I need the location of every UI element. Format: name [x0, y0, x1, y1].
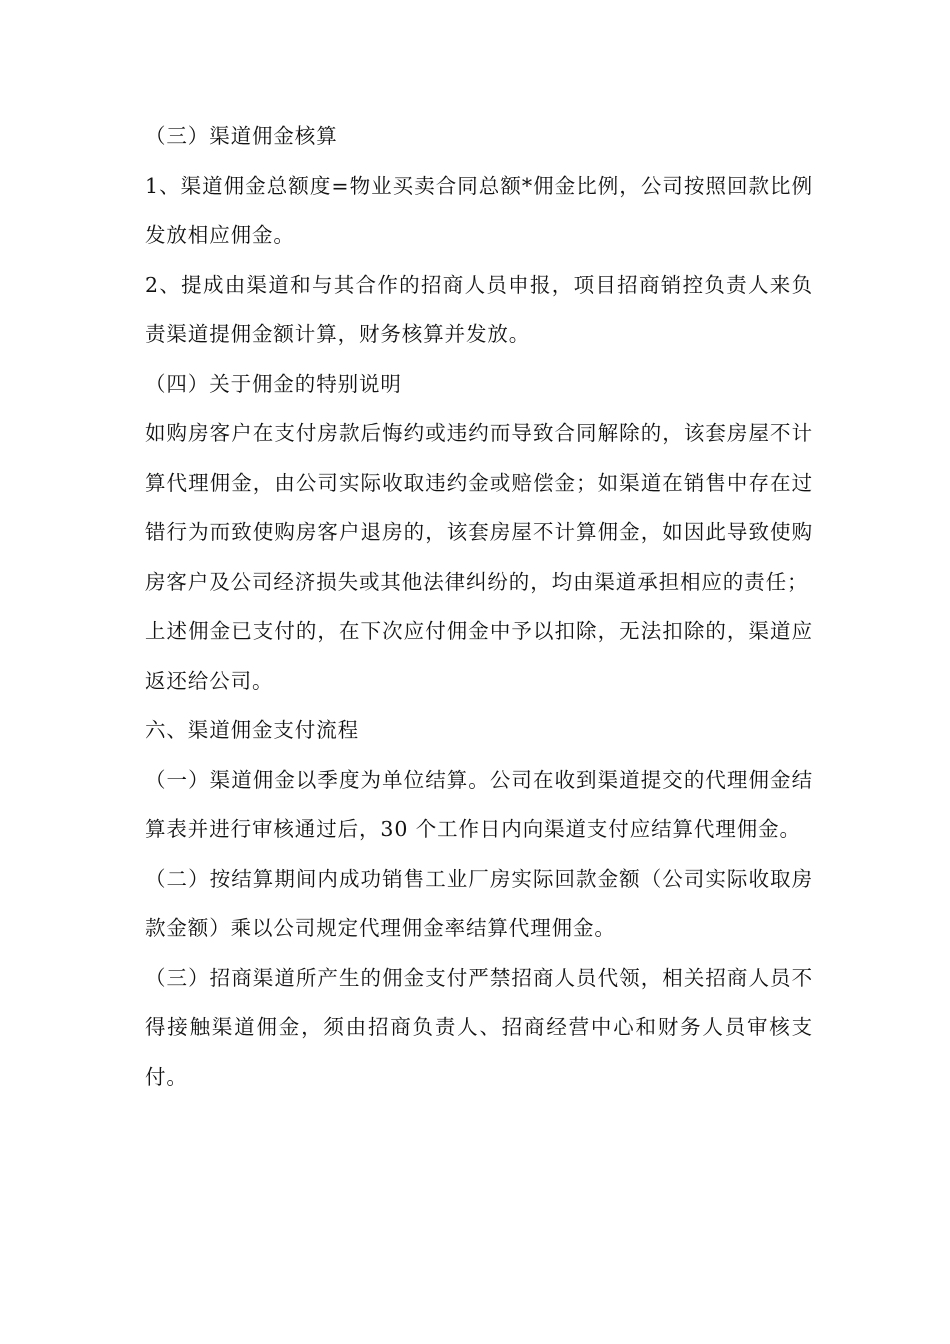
section-heading-special-notes: （四）关于佣金的特别说明: [145, 371, 402, 396]
paragraph-quarterly-settlement: （一）渠道佣金以季度为单位结算。公司在收到渠道提交的代理佣金结算表并进行审核通过后，30 个工作日内向渠道支付应结算代理佣金。: [145, 767, 813, 841]
paragraph-deduction-rules: 上述佣金已支付的，在下次应付佣金中予以扣除，无法扣除的，渠道应返还给公司。: [145, 619, 813, 693]
paragraph-payment-restrictions: （三）招商渠道所产生的佣金支付严禁招商人员代领，相关招商人员不得接触渠道佣金，须由招商负责人、招商经营中心和财务人员审核支付。: [145, 965, 813, 1089]
paragraph-settlement-basis: （二）按结算期间内成功销售工业厂房实际回款金额（公司实际收取房款金额）乘以公司规定代理佣金率结算代理佣金。: [145, 866, 813, 940]
section-heading-payment-process: 六、渠道佣金支付流程: [145, 718, 359, 742]
paragraph-breach-rules: 如购房客户在支付房款后悔约或违约而导致合同解除的，该套房屋不计算代理佣金，由公司实际收取违约金或赔偿金；如渠道在销售中存在过错行为而致使购房客户退房的，该套房屋不计算佣金，如因此导致使购房客户及公司经济损失或其他法律纠纷的，均由渠道承担相应的责任；: [145, 421, 813, 594]
section-heading-commission-accounting: （三）渠道佣金核算: [145, 124, 338, 148]
paragraph-commission-declaration: 2、提成由渠道和与其合作的招商人员申报，项目招商销控负责人来负责渠道提佣金额计算，财务核算并发放。: [145, 272, 813, 346]
paragraph-commission-total: 1、渠道佣金总额度=物业买卖合同总额*佣金比例，公司按照回款比例发放相应佣金。: [145, 173, 813, 247]
document-body: [145, 112, 813, 1102]
